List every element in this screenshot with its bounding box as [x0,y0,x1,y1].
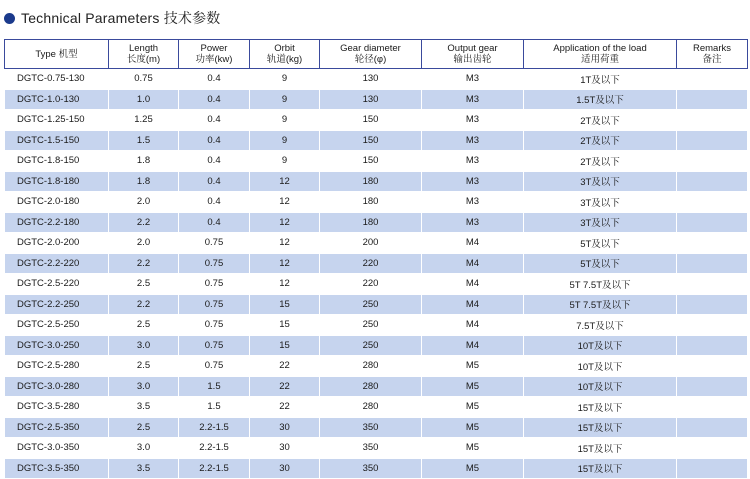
table-cell: M5 [422,458,524,479]
table-cell: 15 [250,335,320,356]
bullet-icon [4,13,15,24]
table-cell: 3.0 [109,335,179,356]
table-cell: 130 [320,69,422,90]
table-row [5,417,748,438]
parameters-table [4,39,748,479]
table-cell: 10T及以下 [524,335,677,356]
table-cell: 0.75 [179,294,250,315]
table-cell: DGTC-3.0-250 [5,335,109,356]
table-cell: 0.75 [179,335,250,356]
column-header [422,40,524,69]
table-cell: M4 [422,315,524,336]
table-cell: 2T及以下 [524,151,677,172]
table-cell: 12 [250,171,320,192]
table-cell: M5 [422,417,524,438]
table-cell: 15 [250,315,320,336]
table-cell: 3.5 [109,397,179,418]
table-cell: 15T及以下 [524,458,677,479]
table-cell: 2.2 [109,294,179,315]
table-cell: DGTC-1.0-130 [5,89,109,110]
table-cell: M3 [422,69,524,90]
table-cell: 9 [250,110,320,131]
table-row [5,335,748,356]
table-cell: 9 [250,89,320,110]
table-cell: 10T及以下 [524,376,677,397]
column-header [320,40,422,69]
table-cell: DGTC-3.0-350 [5,438,109,459]
table-cell [677,212,748,233]
table-cell: 250 [320,315,422,336]
table-cell: 3.0 [109,376,179,397]
table-row [5,356,748,377]
table-row [5,69,748,90]
table-cell: 280 [320,376,422,397]
table-cell: 12 [250,192,320,213]
table-body [5,69,748,479]
table-cell: 2.0 [109,192,179,213]
column-header-en: Orbit [274,43,295,54]
table-cell: 5T及以下 [524,253,677,274]
table-row [5,315,748,336]
table-cell: 1.25 [109,110,179,131]
table-cell: 1.8 [109,151,179,172]
table-cell [677,69,748,90]
table-cell: 0.4 [179,151,250,172]
table-cell [677,110,748,131]
table-cell: M3 [422,130,524,151]
table-cell: 1.5 [179,376,250,397]
table-cell [677,335,748,356]
section-title-bar [4,8,221,28]
table-cell [677,438,748,459]
table-cell: M3 [422,151,524,172]
table-cell: DGTC-1.8-180 [5,171,109,192]
table-cell [677,89,748,110]
table-cell: M4 [422,253,524,274]
table-cell: 15T及以下 [524,438,677,459]
column-header [677,40,748,69]
column-header-cn: 输出齿轮 [453,54,492,65]
table-cell: M3 [422,171,524,192]
table-cell: 2.5 [109,274,179,295]
table-cell: DGTC-1.25-150 [5,110,109,131]
table-header-row [5,40,748,69]
table-cell: 150 [320,151,422,172]
table-row [5,151,748,172]
table-cell: 5T及以下 [524,233,677,254]
table-cell: 2.5 [109,315,179,336]
table-cell: 130 [320,89,422,110]
table-cell: M4 [422,233,524,254]
column-header [250,40,320,69]
table-cell: DGTC-1.5-150 [5,130,109,151]
table-cell: 1.5 [179,397,250,418]
table-cell: M3 [422,89,524,110]
table-cell: M5 [422,356,524,377]
table-row [5,130,748,151]
table-cell: 3.0 [109,438,179,459]
table-cell: 15 [250,294,320,315]
table-cell: 1T及以下 [524,69,677,90]
table-cell: 2.0 [109,233,179,254]
table-cell: 2.5 [109,356,179,377]
table-cell: M4 [422,274,524,295]
table-cell: DGTC-2.0-180 [5,192,109,213]
table-cell: 0.4 [179,171,250,192]
column-header-cn: 适用荷重 [580,54,619,65]
table-cell: 30 [250,417,320,438]
table-cell: 12 [250,253,320,274]
table-cell: 150 [320,130,422,151]
table-cell: DGTC-2.5-350 [5,417,109,438]
table-cell: M3 [422,192,524,213]
column-header-cn: 长度(m) [126,54,161,65]
table-cell: 12 [250,233,320,254]
table-row [5,253,748,274]
table-cell: 2.2 [109,212,179,233]
column-header-en: Power [200,43,228,54]
table-cell [677,376,748,397]
column-header [5,40,109,69]
table-cell: M4 [422,335,524,356]
table-cell: 250 [320,294,422,315]
table-cell: 5T 7.5T及以下 [524,294,677,315]
table-cell: 0.4 [179,212,250,233]
table-cell: 1.0 [109,89,179,110]
table-cell: 0.4 [179,89,250,110]
table-row [5,458,748,479]
column-header [524,40,677,69]
table-cell: 10T及以下 [524,356,677,377]
table-cell: 0.75 [179,253,250,274]
table-cell: 2.2-1.5 [179,438,250,459]
table-cell: 9 [250,130,320,151]
table-row [5,171,748,192]
table-cell: 180 [320,192,422,213]
table-cell: 2T及以下 [524,110,677,131]
table-cell: DGTC-2.5-220 [5,274,109,295]
table-cell: 150 [320,110,422,131]
column-header-cn: 功率(kw) [195,54,233,65]
table-cell: 350 [320,417,422,438]
table-cell: 220 [320,274,422,295]
column-header-cn: 轮径(φ) [354,54,387,65]
table-cell [677,458,748,479]
table-cell: 280 [320,356,422,377]
table-cell: 7.5T及以下 [524,315,677,336]
table-cell [677,397,748,418]
table-cell: 15T及以下 [524,417,677,438]
table-cell: DGTC-3.5-280 [5,397,109,418]
table-cell: 2T及以下 [524,130,677,151]
table-cell: 200 [320,233,422,254]
table-cell: 350 [320,438,422,459]
table-cell: 180 [320,212,422,233]
column-header-en: Length [128,43,159,54]
table-cell [677,192,748,213]
table-cell: 12 [250,212,320,233]
table-cell [677,151,748,172]
table-cell: DGTC-2.2-250 [5,294,109,315]
table-cell: 5T 7.5T及以下 [524,274,677,295]
table-cell: DGTC-3.5-350 [5,458,109,479]
table-cell: DGTC-2.0-200 [5,233,109,254]
table-cell [677,130,748,151]
column-header [109,40,179,69]
table-cell: 1.5T及以下 [524,89,677,110]
table-cell [677,356,748,377]
table-row [5,192,748,213]
table-cell: 2.5 [109,417,179,438]
table-cell: 1.8 [109,171,179,192]
table-cell: 0.75 [179,274,250,295]
table-cell: 9 [250,69,320,90]
table-cell: 22 [250,356,320,377]
table-cell: DGTC-3.0-280 [5,376,109,397]
table-row [5,274,748,295]
table-cell: M5 [422,438,524,459]
table-cell: 22 [250,376,320,397]
column-header-cn: 备注 [702,54,722,65]
table-cell: 2.2-1.5 [179,417,250,438]
table-cell: 0.4 [179,69,250,90]
table-cell: 0.75 [179,233,250,254]
table-cell: DGTC-2.5-250 [5,315,109,336]
table-row [5,438,748,459]
table-row [5,89,748,110]
table-cell: 2.2 [109,253,179,274]
table-cell: DGTC-2.5-280 [5,356,109,377]
table-cell: 3T及以下 [524,192,677,213]
table-cell: 0.4 [179,192,250,213]
table-cell: 0.75 [179,315,250,336]
table-cell: M3 [422,110,524,131]
table-cell: DGTC-1.8-150 [5,151,109,172]
column-header [179,40,250,69]
table-cell: 0.4 [179,110,250,131]
table-cell: 3T及以下 [524,171,677,192]
table-cell: 12 [250,274,320,295]
table-cell [677,294,748,315]
table-cell: M5 [422,376,524,397]
table-cell: 0.4 [179,130,250,151]
table-row [5,110,748,131]
table-cell [677,171,748,192]
table-row [5,376,748,397]
table-row [5,294,748,315]
table-row [5,233,748,254]
table-cell [677,233,748,254]
table-cell: 22 [250,397,320,418]
table-cell: 1.5 [109,130,179,151]
table-cell: 2.2-1.5 [179,458,250,479]
table-cell: DGTC-0.75-130 [5,69,109,90]
table-cell: 220 [320,253,422,274]
table-row [5,212,748,233]
table-cell: 280 [320,397,422,418]
table-cell: 0.75 [109,69,179,90]
table-cell [677,274,748,295]
table-cell: 0.75 [179,356,250,377]
table-cell: 30 [250,458,320,479]
table-cell: 250 [320,335,422,356]
column-header-en: Output gear [447,43,498,54]
column-header-cn: 轨道(kg) [266,54,303,65]
table-cell: M3 [422,212,524,233]
table-cell: DGTC-2.2-220 [5,253,109,274]
table-cell: DGTC-2.2-180 [5,212,109,233]
column-header-en: Application of the load [553,43,647,54]
table-cell: 3T及以下 [524,212,677,233]
table-cell: 180 [320,171,422,192]
column-header-en: Type 机型 [35,48,78,60]
page-title: Technical Parameters 技术参数 [21,10,221,26]
table-cell: 9 [250,151,320,172]
table-cell: 15T及以下 [524,397,677,418]
column-header-en: Gear diameter [340,43,401,54]
table-cell: M4 [422,294,524,315]
table-cell: 30 [250,438,320,459]
table-row [5,397,748,418]
table-cell: 350 [320,458,422,479]
table-cell [677,253,748,274]
table-cell: M5 [422,397,524,418]
table-cell [677,417,748,438]
column-header-en: Remarks [692,43,731,54]
table-cell: 3.5 [109,458,179,479]
table-cell [677,315,748,336]
